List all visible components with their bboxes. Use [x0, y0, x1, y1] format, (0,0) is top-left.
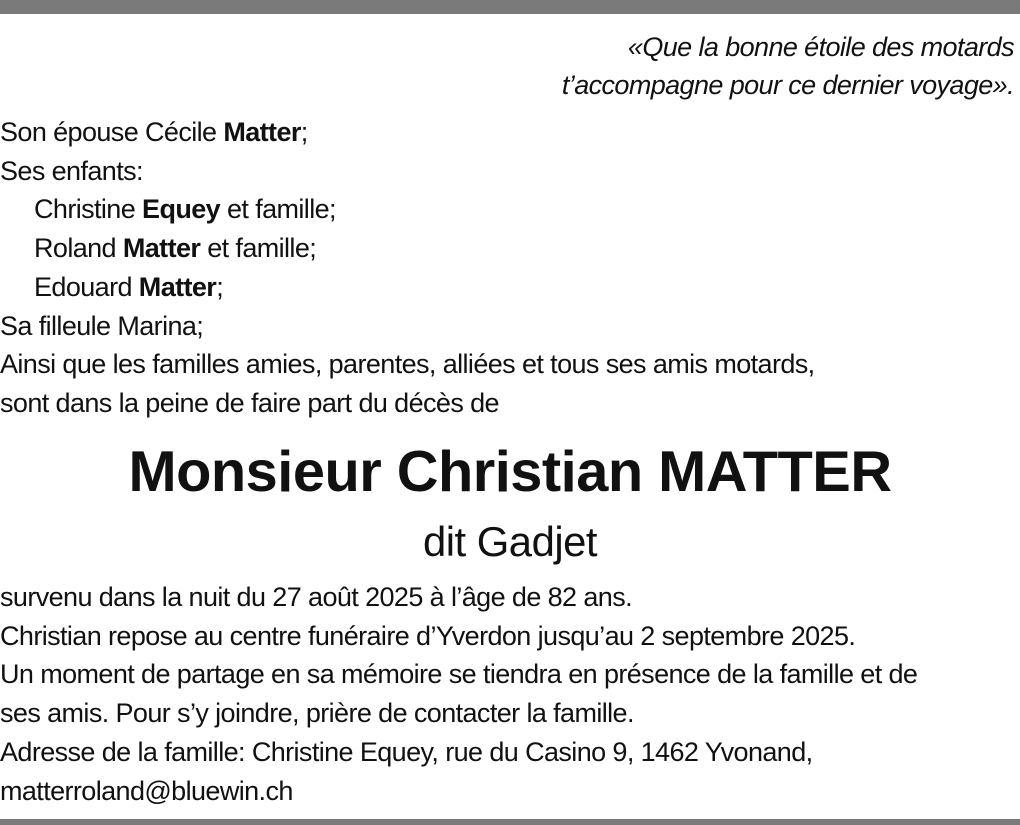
deceased-name: Monsieur Christian MATTER	[128, 440, 892, 504]
contact-email: matterroland@bluewin.ch	[0, 775, 293, 806]
epigraph-quote	[562, 28, 1014, 104]
detail-line: Christian repose au centre funéraire d’Yverdon jusqu’au 2 septembre 2025.	[0, 620, 856, 651]
child-surname: Matter	[122, 233, 201, 264]
bottom-rule	[0, 819, 1020, 825]
child-line: Roland Matter et famille;	[34, 233, 317, 264]
details-text	[0, 578, 917, 810]
quote-line: «Que la bonne étoile des motards	[627, 32, 1014, 62]
announcement-line: sont dans la peine de faire part du décès de	[0, 387, 499, 418]
children-heading: Ses enfants:	[0, 155, 143, 186]
child-surname: Matter	[138, 271, 217, 302]
child-line: Edouard Matter;	[34, 271, 224, 302]
friends-line: Ainsi que les familles amies, parentes, alliées et tous ses amis motards,	[0, 349, 815, 380]
child-line: Christine Equey et famille;	[34, 194, 336, 225]
child-surname: Equey	[142, 194, 221, 225]
detail-line: survenu dans la nuit du 27 août 2025 à l’âge de 82 ans.	[0, 582, 633, 612]
detail-line: Un moment de partage en sa mémoire se tiendra en présence de la famille et de	[0, 659, 918, 690]
goddaughter-line: Sa filleule Marina;	[0, 310, 204, 341]
spouse-surname: Matter	[223, 117, 301, 147]
quote-line: t’accompagne pour ce dernier voyage».	[561, 70, 1014, 100]
deceased-nickname: dit Gadjet	[422, 518, 598, 565]
detail-line: Adresse de la famille: Christine Equey, rue du Casino 9, 1462 Yvonand,	[0, 736, 813, 767]
family-list	[0, 113, 815, 423]
spouse-line: Son épouse Cécile Matter;	[0, 117, 308, 147]
detail-line: ses amis. Pour s’y joindre, prière de contacter la famille.	[0, 698, 634, 729]
top-rule	[0, 0, 1020, 14]
